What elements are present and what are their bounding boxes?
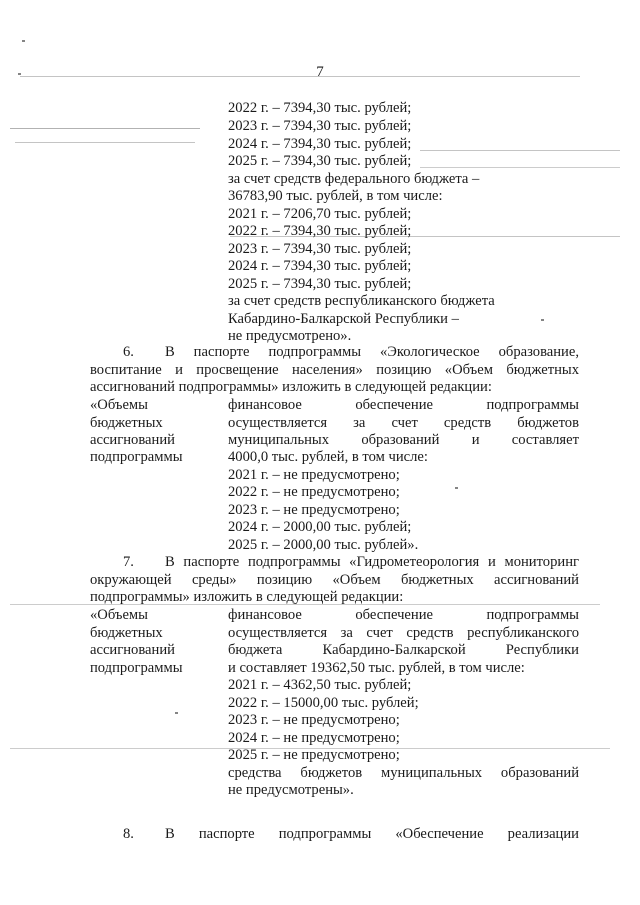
text-line: не предусмотрены».	[228, 782, 354, 798]
text-line: 2021 г. – не предусмотрено;	[228, 467, 400, 483]
text-line: за счет средств республиканского бюджета	[228, 293, 495, 309]
scan-speck	[22, 40, 25, 42]
position-label: подпрограммы	[90, 660, 183, 676]
text-line: 2023 г. – не предусмотрено;	[228, 712, 400, 728]
scan-line	[10, 604, 600, 605]
text-line: осуществляется за счет средств бюджетов	[228, 415, 579, 431]
text-line: осуществляется за счет средств республиканского	[228, 625, 579, 641]
scan-speck	[18, 73, 21, 75]
text-line: 2022 г. – не предусмотрено;	[228, 484, 400, 500]
text-line: муниципальных образований и составляет	[228, 432, 579, 448]
item-number: 8.	[123, 826, 134, 842]
scan-speck	[455, 487, 458, 489]
text-line: 2024 г. – 7394,30 тыс. рублей;	[228, 258, 412, 274]
paragraph-line: воспитание и просвещение населения» позицию «Объем бюджетных	[90, 362, 579, 378]
text-line: 2025 г. – не предусмотрено;	[228, 747, 400, 763]
text-line: 2025 г. – 7394,30 тыс. рублей;	[228, 276, 412, 292]
text-line: за счет средств федерального бюджета –	[228, 171, 480, 187]
text-line: и составляет 19362,50 тыс. рублей, в том числе:	[228, 660, 525, 676]
paragraph-line: ассигнований подпрограммы» изложить в следующей редакции:	[90, 379, 492, 395]
item-number: 6.	[123, 344, 134, 360]
text-line: 2024 г. – не предусмотрено;	[228, 730, 400, 746]
paragraph-line: В паспорте подпрограммы «Экологическое образование,	[165, 344, 579, 360]
page-number: 7	[316, 64, 324, 80]
text-line: 2022 г. – 7394,30 тыс. рублей;	[228, 223, 412, 239]
paragraph-line: В паспорте подпрограммы «Обеспечение реализации	[165, 826, 579, 842]
text-line: Кабардино-Балкарской Республики –	[228, 311, 459, 327]
text-line: бюджета Кабардино-Балкарской Республики	[228, 642, 579, 658]
scan-speck	[175, 712, 178, 714]
text-line: 2023 г. – 7394,30 тыс. рублей;	[228, 241, 412, 257]
position-label: подпрограммы	[90, 449, 183, 465]
text-line: 2025 г. – 7394,30 тыс. рублей;	[228, 153, 412, 169]
text-line: 2024 г. – 7394,30 тыс. рублей;	[228, 136, 412, 152]
text-line: не предусмотрено».	[228, 328, 352, 344]
position-label: «Объемы	[90, 397, 148, 413]
position-label: ассигнований	[90, 432, 175, 448]
text-line: 2021 г. – 4362,50 тыс. рублей;	[228, 677, 412, 693]
text-line: финансовое обеспечение подпрограммы	[228, 607, 579, 623]
text-line: финансовое обеспечение подпрограммы	[228, 397, 579, 413]
paragraph-line: В паспорте подпрограммы «Гидрометеорология и мониторинг	[165, 554, 579, 570]
scan-line	[15, 142, 195, 143]
paragraph-line: окружающей среды» позицию «Объем бюджетных ассигнований	[90, 572, 579, 588]
scan-line	[420, 150, 620, 151]
scan-speck	[541, 319, 544, 321]
text-line: 2024 г. – 2000,00 тыс. рублей;	[228, 519, 412, 535]
text-line: 4000,0 тыс. рублей, в том числе:	[228, 449, 428, 465]
paragraph-line: подпрограммы» изложить в следующей редакции:	[90, 589, 404, 605]
scan-line	[20, 76, 580, 77]
text-line: 36783,90 тыс. рублей, в том числе:	[228, 188, 443, 204]
text-line: 2023 г. – 7394,30 тыс. рублей;	[228, 118, 412, 134]
scan-line	[10, 128, 200, 129]
position-label: ассигнований	[90, 642, 175, 658]
position-label: бюджетных	[90, 625, 163, 641]
text-line: средства бюджетов муниципальных образований	[228, 765, 579, 781]
text-line: 2023 г. – не предусмотрено;	[228, 502, 400, 518]
item-number: 7.	[123, 554, 134, 570]
text-line: 2022 г. – 15000,00 тыс. рублей;	[228, 695, 419, 711]
scan-line	[420, 167, 620, 168]
text-line: 2022 г. – 7394,30 тыс. рублей;	[228, 100, 412, 116]
scan-line	[10, 748, 610, 749]
text-line: 2025 г. – 2000,00 тыс. рублей».	[228, 537, 419, 553]
scan-line	[230, 236, 620, 237]
text-line: 2021 г. – 7206,70 тыс. рублей;	[228, 206, 412, 222]
position-label: бюджетных	[90, 415, 163, 431]
position-label: «Объемы	[90, 607, 148, 623]
